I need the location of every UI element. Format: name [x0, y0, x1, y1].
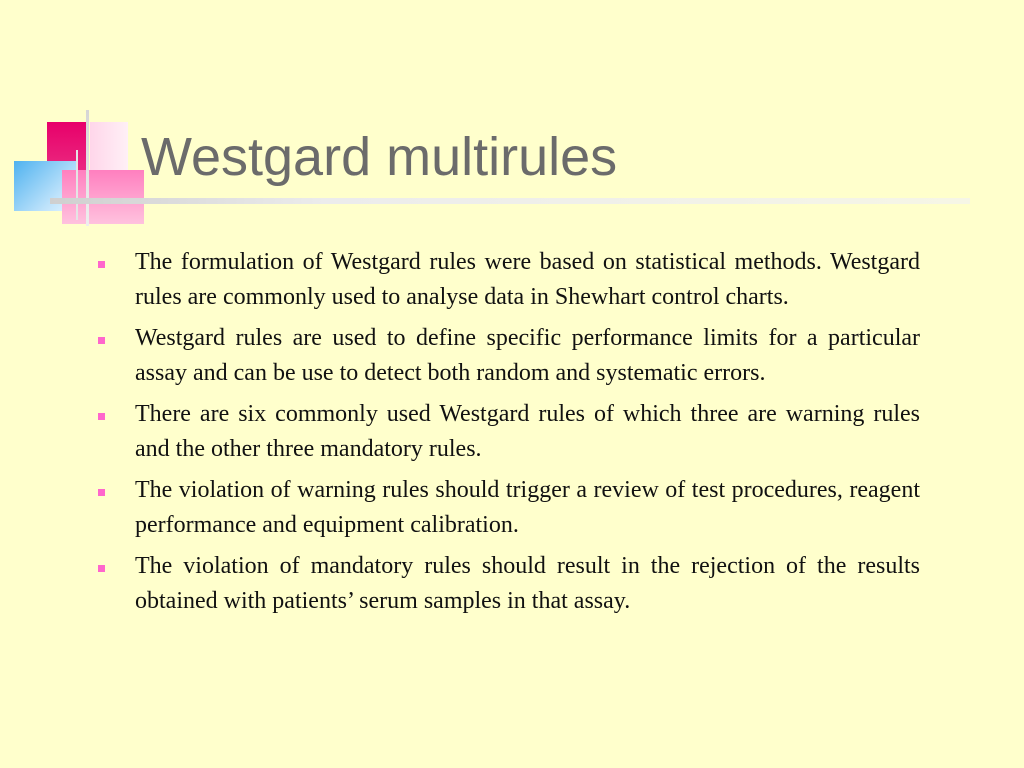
bullet-item [96, 245, 920, 314]
bullet-list [96, 245, 920, 625]
bullet-item [96, 473, 920, 542]
bullet-text: Westgard rules are used to define specific performance limits for a particular assay and can be use to detect both random and systematic errors. [135, 325, 920, 386]
bullet-text: The violation of mandatory rules should result in the rejection of the results obtained with patients’ serum samples in that assay. [135, 553, 920, 614]
bullet-item [96, 397, 920, 466]
bullet-square-icon [98, 413, 105, 420]
slide-title: Westgard multirules [141, 127, 618, 187]
title-underline [50, 198, 970, 204]
decorative-vertical-line-secondary [76, 150, 78, 220]
bullet-square-icon [98, 337, 105, 344]
bullet-square-icon [98, 565, 105, 572]
decorative-light-pink-square [90, 122, 128, 170]
bullet-square-icon [98, 261, 105, 268]
bullet-text: There are six commonly used Westgard rules of which three are warning rules and the other three mandatory rules. [135, 401, 920, 462]
bullet-text: The violation of warning rules should trigger a review of test procedures, reagent performance and equipment calibration. [135, 477, 920, 538]
decorative-pink-square [62, 170, 144, 224]
bullet-item [96, 549, 920, 618]
decorative-vertical-line [86, 110, 89, 226]
bullet-text: The formulation of Westgard rules were based on statistical methods. Westgard rules are commonly used to analyse data in Shewhart control charts. [135, 249, 920, 310]
bullet-item [96, 321, 920, 390]
bullet-square-icon [98, 489, 105, 496]
